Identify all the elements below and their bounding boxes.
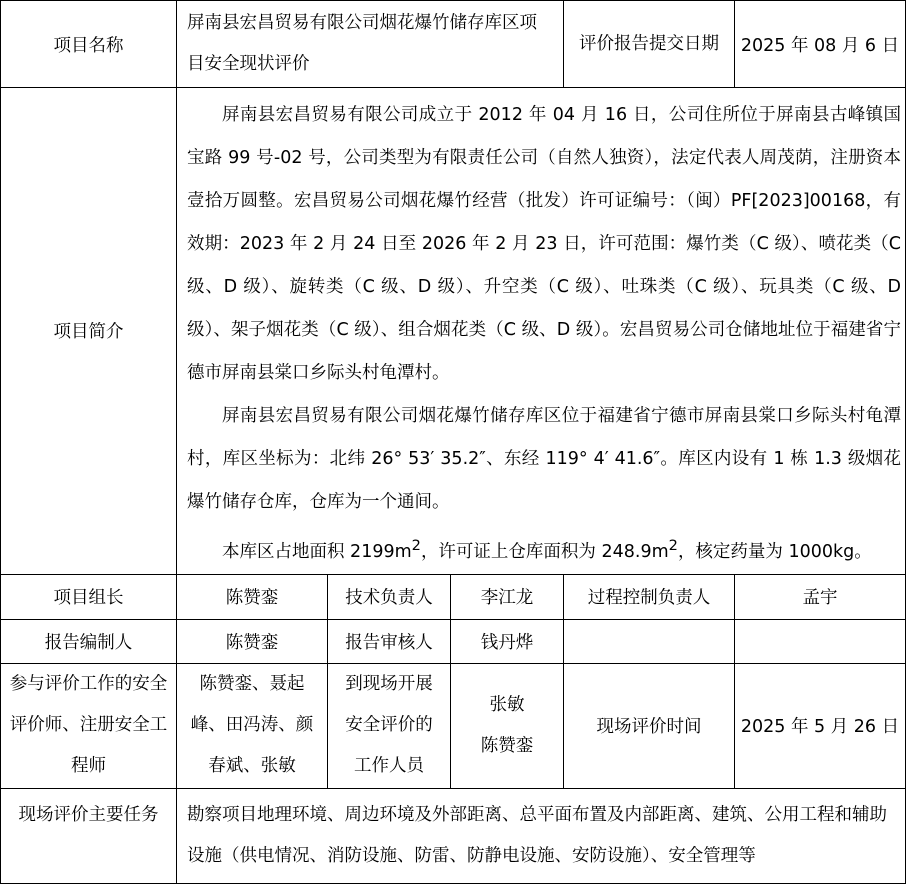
row-tasks [1,788,906,883]
empty-cell-1 [564,619,735,663]
leader-label: 项目组长 [1,574,177,619]
empty-cell-2 [735,619,906,663]
project-name-label: 项目名称 [1,1,177,88]
row-author [1,619,906,663]
row-leader [1,574,906,619]
intro-paragraph-1: 屏南县宏昌贸易有限公司成立于 2012 年 04 月 16 日，公司住所位于屏南县古峰镇国宝路 99 号-02 号，公司类型为有限责任公司（自然人独资），法定代表人周茂荫，注册资本壹拾万圆整。宏昌贸易公司烟花爆竹经营（批发）许可证编号：（闽）PF[2023]00168，有效期：2023 年 2 月 24 日至 2026 年 2 月 23 日，许可范围：爆竹类（C 级）、喷花类（C 级、D 级）、旋转类（C 级、D 级）、升空类（C 级）、吐珠类（C 级）、玩具类（C 级、D 级）、架子烟花类（C 级）、组合烟花类（C 级、D 级）。宏昌贸易公司仓储地址位于福建省宁德市屏南县棠口乡际头村龟潭村。 [187,105,901,383]
submit-date-label: 评价报告提交日期 [564,1,735,88]
reviewer-value: 钱丹烨 [451,619,564,663]
evaluators-label: 参与评价工作的安全评价师、注册安全工程师 [1,663,177,788]
intro-paragraph-3 [187,524,901,574]
area-sup-2: 2 [668,537,678,554]
project-intro-text [177,88,906,575]
tasks-text: 勘察项目地理环境、周边环境及外部距离、总平面布置及内部距离、建筑、公用工程和辅助设施（供电情况、消防设施、防雷、防静电设施、安防设施）、安全管理等 [177,788,906,883]
author-label: 报告编制人 [1,619,177,663]
row-evaluators [1,663,906,788]
onsite-time-value: 2025 年 5 月 26 日 [735,663,906,788]
evaluators-value: 陈赞銮、聂起峰、田冯涛、颜春斌、张敏 [177,663,328,788]
reviewer-label: 报告审核人 [328,619,451,663]
intro-paragraph-2: 屏南县宏昌贸易有限公司烟花爆竹储存库区位于福建省宁德市屏南县棠口乡际头村龟潭村，库区坐标为：北纬 26° 53′ 35.2″、东经 119° 4′ 41.6″。库区内设有 1 栋 1.3 级烟花爆竹储存仓库，仓库为一个通间。 [187,406,901,512]
process-control-label: 过程控制负责人 [564,574,735,619]
intro-p3-mid: ，许可证上仓库面积为 248.9m [420,541,669,562]
author-value: 陈赞銮 [177,619,328,663]
process-control-value: 孟宇 [735,574,906,619]
onsite-staff-1: 张敏 [489,694,525,715]
tasks-label: 现场评价主要任务 [1,788,177,883]
area-sup-1: 2 [411,537,421,554]
project-name-value: 屏南县宏昌贸易有限公司烟花爆竹储存库区项目安全现状评价 [177,1,564,88]
onsite-staff-label: 到现场开展安全评价的工作人员 [328,663,451,788]
tech-lead-value: 李江龙 [451,574,564,619]
intro-p3-suffix: ，核定药量为 1000kg。 [677,541,872,562]
tech-lead-label: 技术负责人 [328,574,451,619]
project-intro-label: 项目简介 [1,88,177,575]
row-project-name [1,1,906,88]
row-project-intro [1,88,906,575]
onsite-staff-2: 陈赞銮 [480,735,534,756]
onsite-staff-value [451,663,564,788]
onsite-time-label: 现场评价时间 [564,663,735,788]
intro-p3-prefix: 本库区占地面积 2199m [222,541,412,562]
leader-value: 陈赞銮 [177,574,328,619]
submit-date-value: 2025 年 08 月 6 日 [735,1,906,88]
